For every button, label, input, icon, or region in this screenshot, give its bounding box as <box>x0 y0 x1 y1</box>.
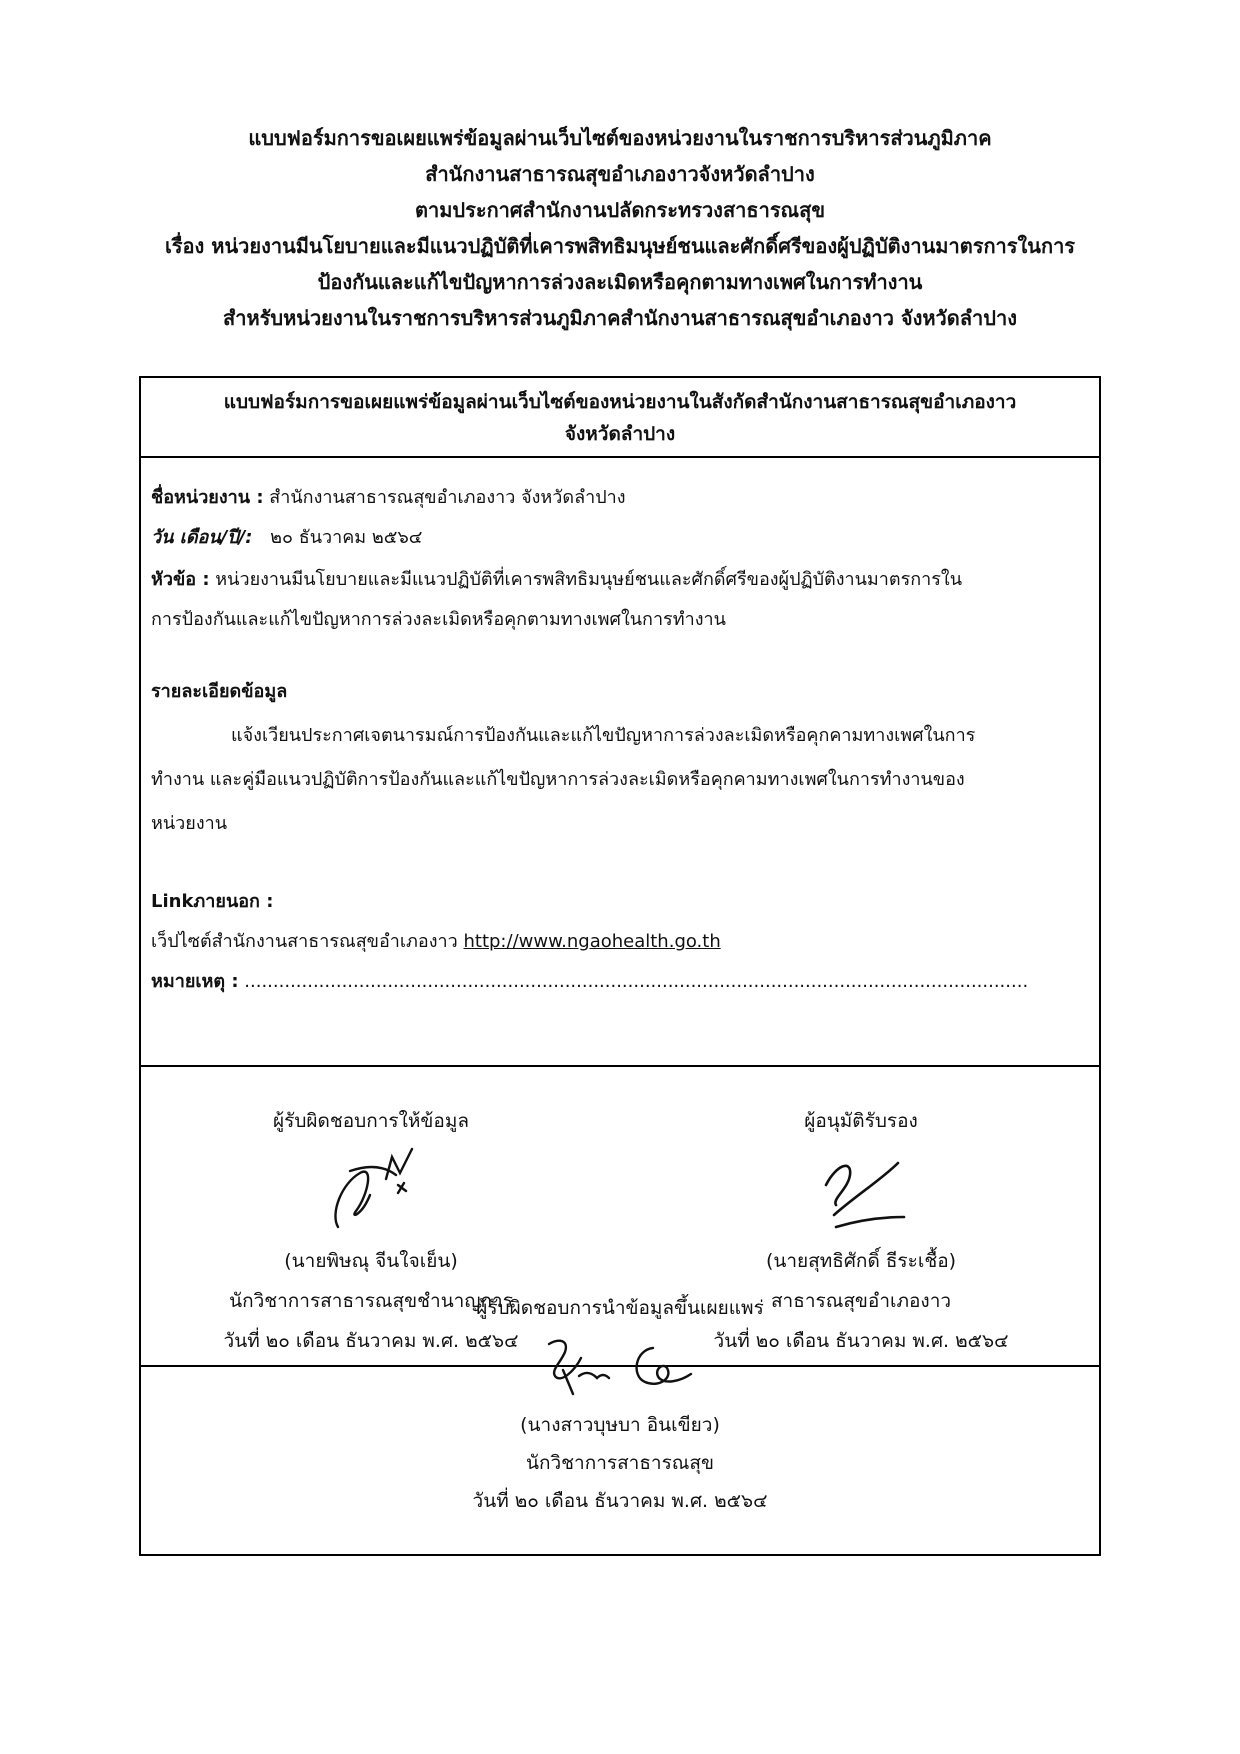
signature-left-date: วันที่ ๒๐ เดือน ธันวาคม พ.ศ. ๒๕๖๔ <box>223 1330 519 1352</box>
note-dots: ......................................................................................................................................... <box>244 971 1029 992</box>
link-row <box>151 926 721 955</box>
note-row <box>151 966 1028 995</box>
signature-right-name: (นายสุทธิศักดิ์ ธีระเชื้อ) <box>765 1250 957 1272</box>
detail-line-3: หน่วยงาน <box>151 813 228 834</box>
heading-line-3: ตามประกาศสำนักงานปลัดกระทรวงสาธารณสุข <box>414 198 825 222</box>
unit-row <box>151 482 626 511</box>
form-title-section <box>141 378 1099 458</box>
date-label: วัน เดือน/ปี/: <box>151 527 253 548</box>
link-heading: Linkภายนอก : <box>151 891 274 912</box>
signature-right-scribble <box>641 1141 1081 1241</box>
heading-line-4: เรื่อง หน่วยงานมีนโยบายและมีแนวปฏิบัติที่เคารพสิทธิมนุษย์ชนและศักดิ์ศรีของผู้ปฏิบัติงานมาตรการในการ <box>164 234 1076 258</box>
document-heading <box>0 120 1240 336</box>
unit-value: สำนักงานสาธารณสุขอำเภองาว จังหวัดลำปาง <box>269 487 626 508</box>
topic-value-2: การป้องกันและแก้ไขปัญหาการล่วงละเมิดหรือคุกตามทางเพศในการทำงาน <box>151 609 726 630</box>
form-title-2: จังหวัดลำปาง <box>564 423 676 445</box>
signature-left-name: (นายพิษณุ จีนใจเย็น) <box>284 1250 458 1272</box>
heading-line-2: สำนักงานสาธารณสุขอำเภองาวจังหวัดลำปาง <box>425 162 815 186</box>
unit-label: ชื่อหน่วยงาน : <box>151 487 264 508</box>
topic-row <box>151 564 962 593</box>
heading-line-6: สำหรับหน่วยงานในราชการบริหารส่วนภูมิภาคสำนักงานสาธารณสุขอำเภองาว จังหวัดลำปาง <box>223 306 1017 330</box>
topic-value-1: หน่วยงานมีนโยบายและมีแนวปฏิบัติที่เคารพสิทธิมนุษย์ชนและศักดิ์ศรีของผู้ปฏิบัติงานมาตรการใน <box>215 569 963 590</box>
signature-left-scribble <box>161 1141 581 1241</box>
date-row <box>151 522 422 551</box>
form-title-1: แบบฟอร์มการขอเผยแพร่ข้อมูลผ่านเว็บไซต์ของหน่วยงานในสังกัดสำนักงานสาธารณสุขอำเภองาว <box>223 391 1017 413</box>
signature-left-role: ผู้รับผิดชอบการให้ข้อมูล <box>273 1110 469 1132</box>
signature-right-role: ผู้อนุมัติรับรอง <box>804 1110 918 1132</box>
website-link[interactable]: http://www.ngaohealth.go.th <box>463 931 721 952</box>
publisher-role: ผู้รับผิดชอบการนำข้อมูลขึ้นเผยแพร่ <box>476 1297 764 1319</box>
detail-heading: รายละเอียดข้อมูล <box>151 681 288 702</box>
publisher-position: นักวิชาการสาธารณสุข <box>525 1452 715 1474</box>
topic-label: หัวข้อ : <box>151 569 210 590</box>
signature-right-date: วันที่ ๒๐ เดือน ธันวาคม พ.ศ. ๒๕๖๔ <box>713 1330 1009 1352</box>
note-label: หมายเหตุ : <box>151 971 239 992</box>
link-prefix: เว็ปไซต์สำนักงานสาธารณสุขอำเภองาว <box>151 931 458 952</box>
publisher-name: (นางสาวบุษบา อินเขียว) <box>520 1414 720 1436</box>
date-value: ๒๐ ธันวาคม ๒๕๖๔ <box>270 527 423 548</box>
publisher-signature <box>139 1290 1101 1520</box>
signature-left-position: นักวิชาการสาธารณสุขชำนาญการ <box>229 1290 513 1312</box>
signature-right-position: สาธารณสุขอำเภองาว <box>770 1290 952 1312</box>
publisher-scribble <box>139 1326 1101 1406</box>
detail-line-2: ทำงาน และคู่มือแนวปฏิบัติการป้องกันและแก้ไขปัญหาการล่วงละเมิดหรือคุกคามทางเพศในการทำงานของ <box>151 769 965 790</box>
heading-line-5: ป้องกันและแก้ไขปัญหาการล่วงละเมิดหรือคุกตามทางเพศในการทำงาน <box>317 270 923 294</box>
form-body-section <box>141 458 1099 1067</box>
heading-line-1: แบบฟอร์มการขอเผยแพร่ข้อมูลผ่านเว็บไซต์ของหน่วยงานในราชการบริหารส่วนภูมิภาค <box>248 126 992 150</box>
publisher-date: วันที่ ๒๐ เดือน ธันวาคม พ.ศ. ๒๕๖๔ <box>472 1490 768 1512</box>
detail-line-1: แจ้งเวียนประกาศเจตนารมณ์การป้องกันและแก้ไขปัญหาการล่วงละเมิดหรือคุกคามทางเพศในการ <box>231 725 976 746</box>
